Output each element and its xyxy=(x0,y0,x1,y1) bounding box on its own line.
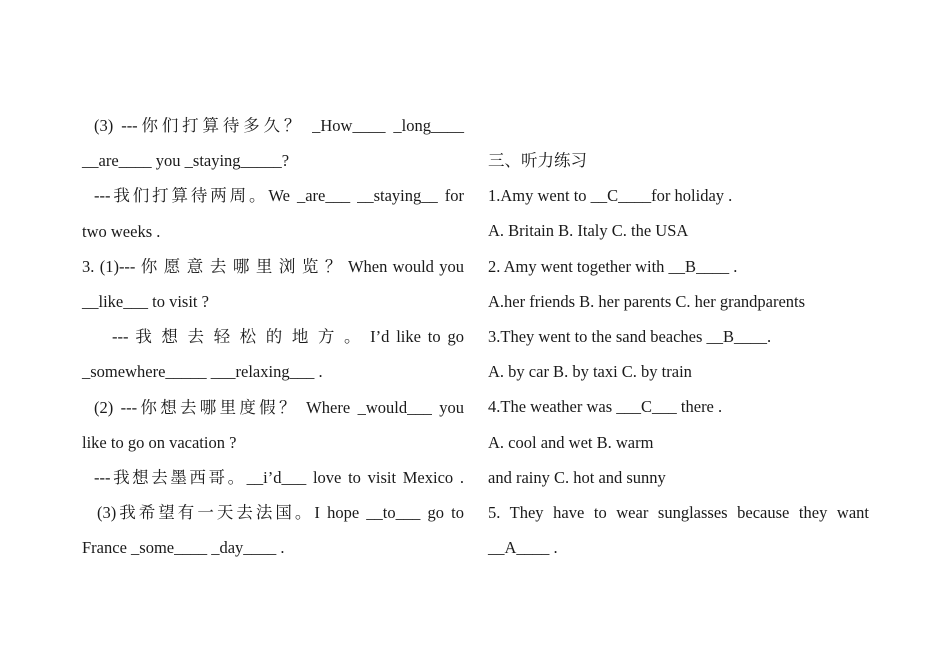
text-line: two weeks . xyxy=(82,221,161,241)
text-line: like to go on vacation ? xyxy=(82,432,237,452)
text-line: (3) ---你们打算待多久？ _How____ _long____ xyxy=(94,116,464,135)
answer-options: A. Britain B. Italy C. the USA xyxy=(488,221,689,241)
section-heading: 三、听力练习 xyxy=(488,151,587,170)
question-text: 4.The weather was ___C___ there . xyxy=(488,397,723,417)
answer-options: A.her friends B. her parents C. her grandparents xyxy=(488,291,806,311)
question-text: 1.Amy went to __C____for holiday . xyxy=(488,186,733,206)
text-line: _somewhere_____ ___relaxing___ . xyxy=(82,362,323,382)
text-line: --- 我 想 去 轻 松 的 地 方 。 I’d like to go xyxy=(112,327,464,347)
left-column xyxy=(82,108,464,565)
answer-options: A. cool and wet B. warm xyxy=(488,432,654,452)
question-text: 5. They have to wear sunglasses because they want xyxy=(488,502,869,522)
question-text: 2. Amy went together with __B____ . xyxy=(488,256,738,276)
text-line: __are____ you _staying_____? xyxy=(82,151,290,171)
text-line: (3)我希望有一天去法国。I hope __to___ go to xyxy=(97,503,464,523)
text-line: __like___ to visit ? xyxy=(82,291,209,311)
question-text: __A____ . xyxy=(488,538,558,558)
text-line: France _some____ _day____ . xyxy=(82,538,285,558)
text-line: ---我想去墨西哥。__i’d___ love to visit Mexico . xyxy=(94,467,464,487)
text-line: 3. (1)--- 你 愿 意 去 哪 里 浏 览 ？ When would you xyxy=(82,256,464,276)
question-text: 3.They went to the sand beaches __B____. xyxy=(488,326,772,346)
text-line: ---我们打算待两周。We _are___ __staying__ for xyxy=(94,186,464,206)
right-column xyxy=(488,143,869,565)
answer-options: A. by car B. by taxi C. by train xyxy=(488,362,692,382)
text-line: (2) ---你想去哪里度假？ Where _would___ you xyxy=(94,397,464,417)
answer-options: and rainy C. hot and sunny xyxy=(488,467,666,487)
